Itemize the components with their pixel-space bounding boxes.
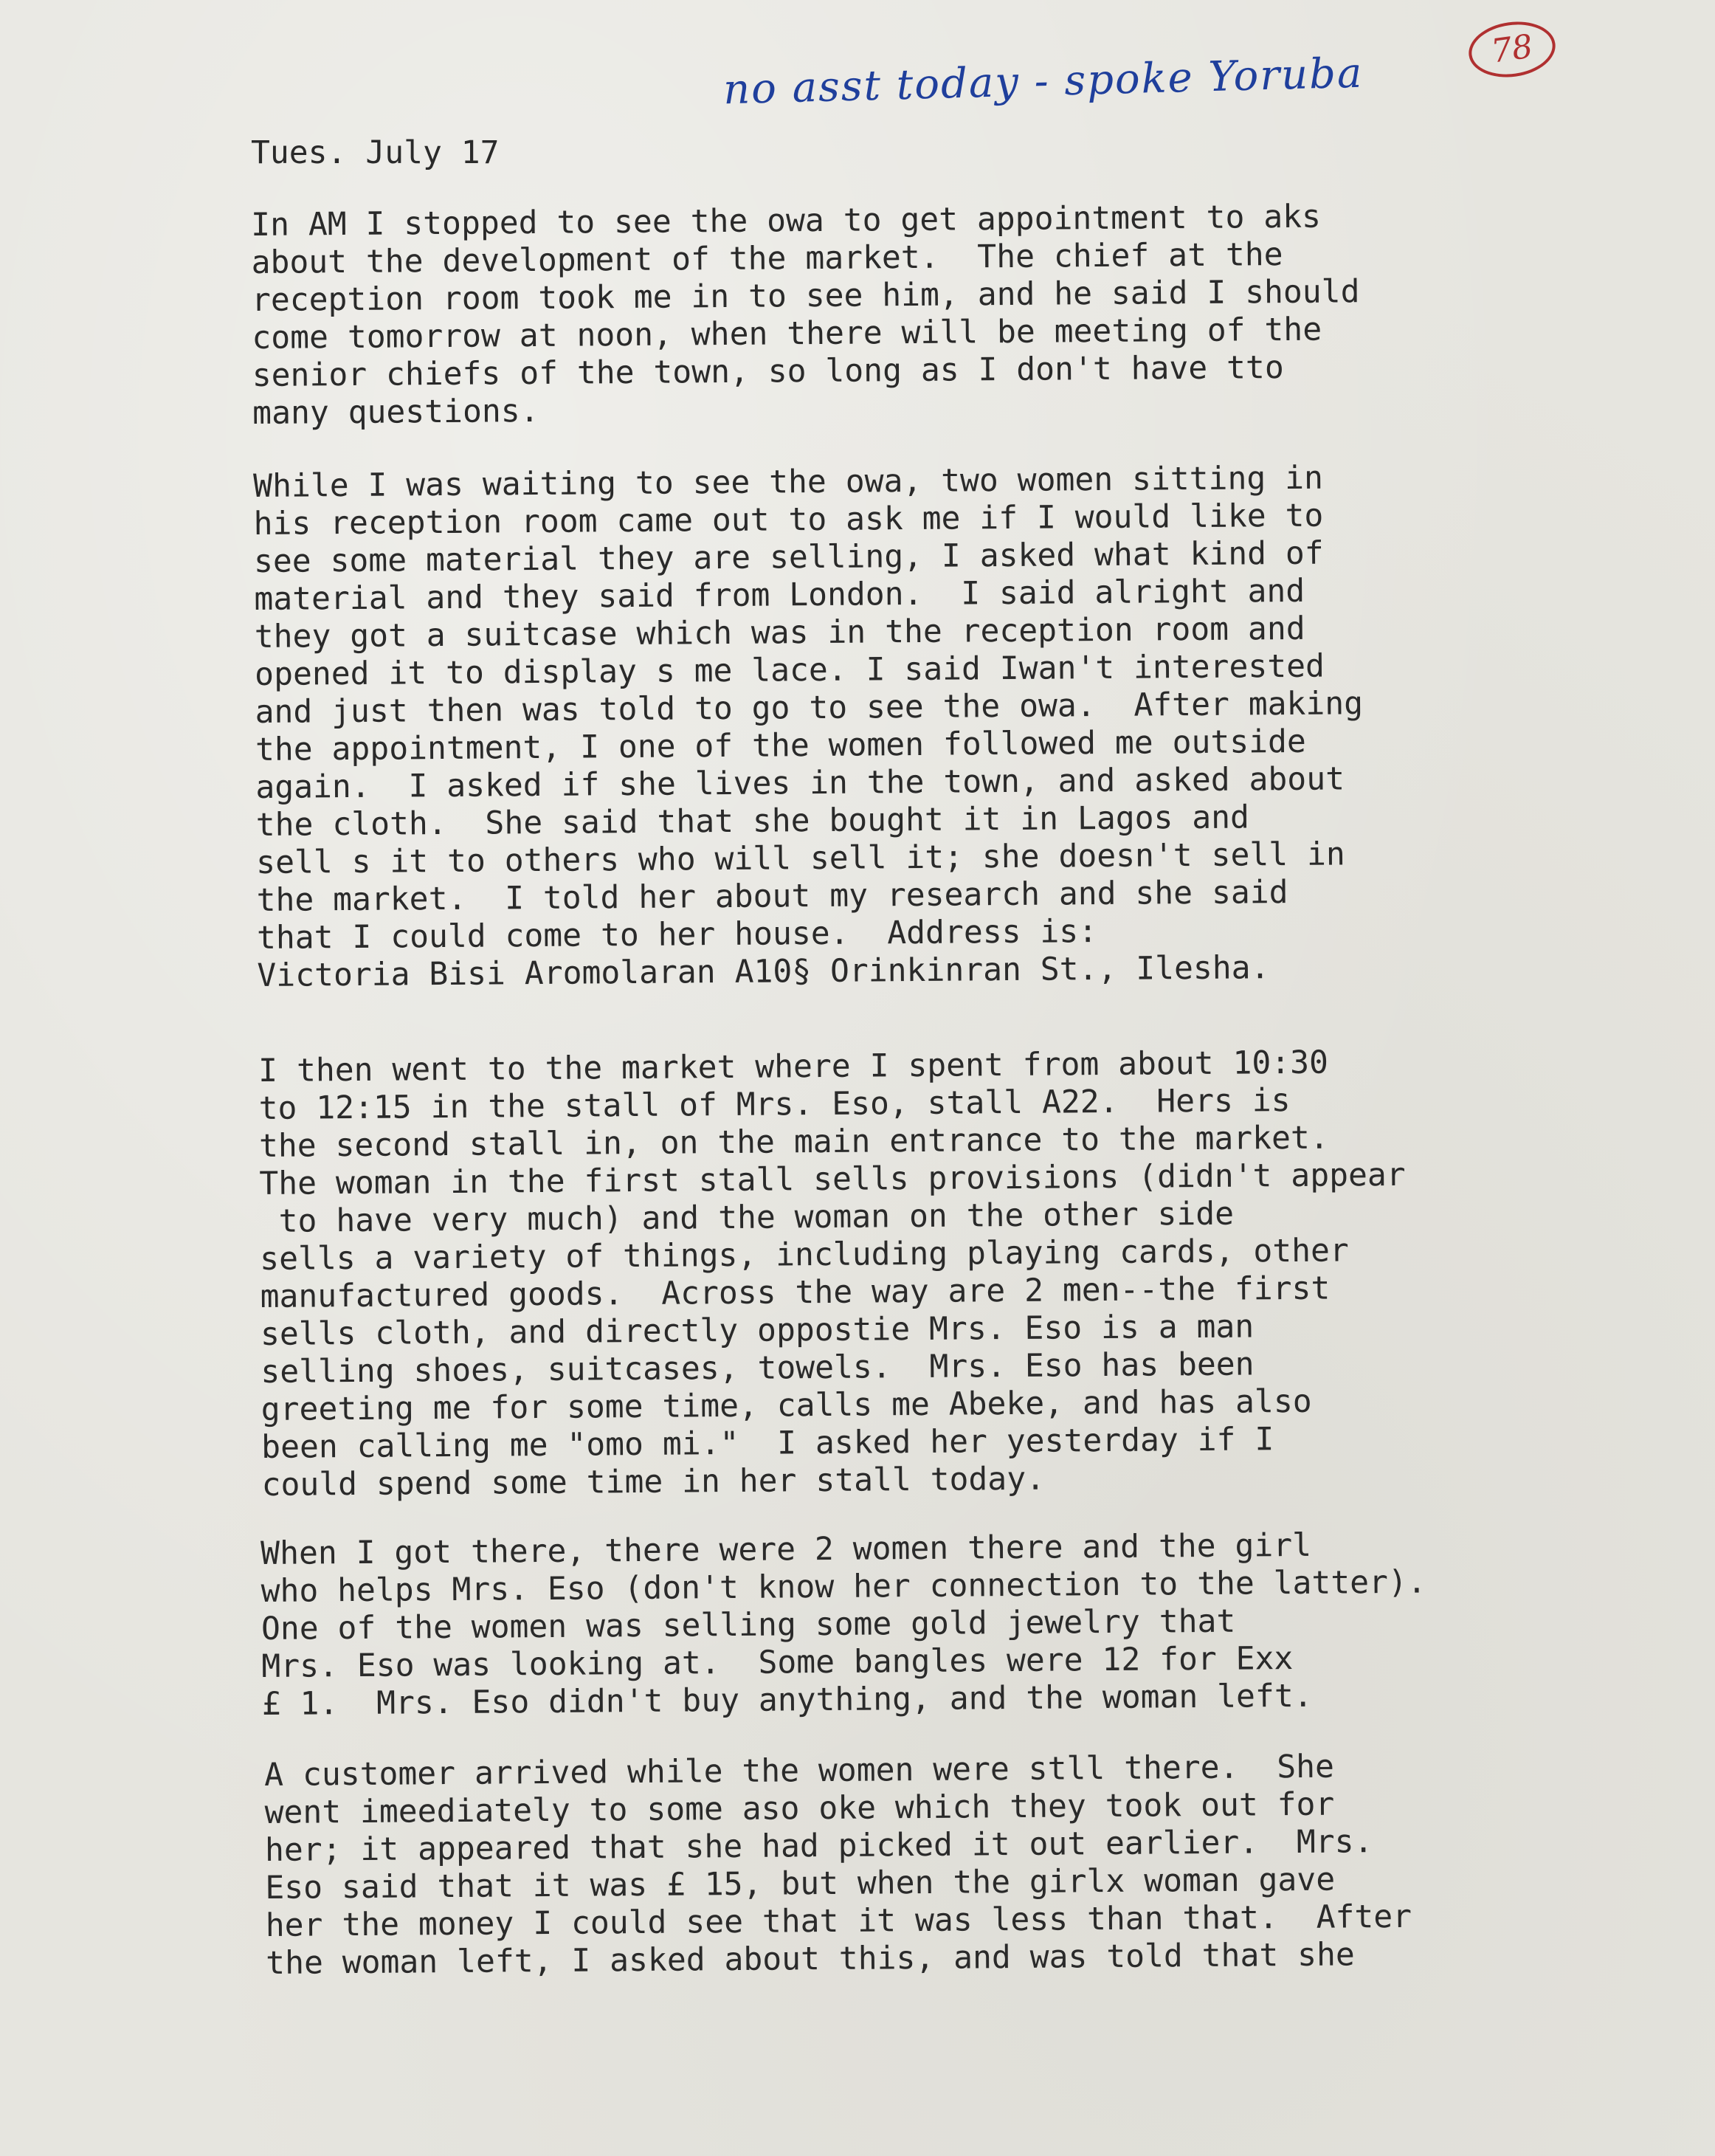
paragraph-cloth-sellers: While I was waiting to see the owa, two women sitting in his reception room came out to ask me if I would like to see some material they are selling, I asked what kind of material and they said from London. I said alright and they got a suitcase which was in the reception room and opened it to display s me lace. I said Iwan't interested and just then was told to go to see the owa. After making the appointment, I one of the women followed me outside again. I asked if she lives in the town, and asked about the cloth. She said that she bought it in Lagos and sell s it to others who will sell it; she doesn't sell in the market. I told her about my research and she said that I could come to her house. Address is: Victoria Bisi Aromolaran A10§ Orinkinran St., Ilesha.: [253, 459, 1364, 994]
paragraph-customer: A customer arrived while the women were stll there. She went imeediately to some aso oke which they took out for her; it appeared that she had picked it out earlier. Mrs. Eso said that it was £ 15, but when the girlx woman gave her the money I could see that it was less than that. After the woman left, I asked about this, and was told that she: [264, 1748, 1412, 1982]
paragraph-appointment: In AM I stopped to see the owa to get appointment to aks about the development of the market. The chief at the reception room took me in to see him, and he said I should come tomorrow at noon, when there will be meeting of the senior chiefs of the town, so long as I don't have tto many questions.: [251, 198, 1360, 432]
paragraph-gold-jewelry: When I got there, there were 2 women there and the girl who helps Mrs. Eso (don't know her connection to the latter). One of the women was selling some gold jewelry that Mrs. Eso was looking at. Some bangles were 12 for Exx £ 1. Mrs. Eso didn't buy anything, and the woman left.: [260, 1526, 1426, 1723]
handwritten-note: no asst today - spoke Yoruba: [722, 49, 1364, 114]
paragraph-market-stall: I then went to the market where I spent from about 10:30 to 12:15 in the stall of Mrs. Eso, stall A22. Hers is the second stall in, on the main entrance to the market. The woman in the first stall sells provisions (didn't appear to have very much) and the woman on the other side sells a variety of things, including playing cards, other manufactured goods. Across the way are 2 men--the first sells cloth, and directly oppostie Mrs. Eso is a man selling shoes, suitcases, towels. Mrs. Eso has been greeting me for some time, calls me Abeke, and has also been calling me "omo mi." I asked her yesterday if I could spend some time in her stall today.: [258, 1044, 1406, 1504]
entry-date: Tues. July 17: [251, 134, 500, 171]
page-number: 78: [1465, 16, 1559, 83]
